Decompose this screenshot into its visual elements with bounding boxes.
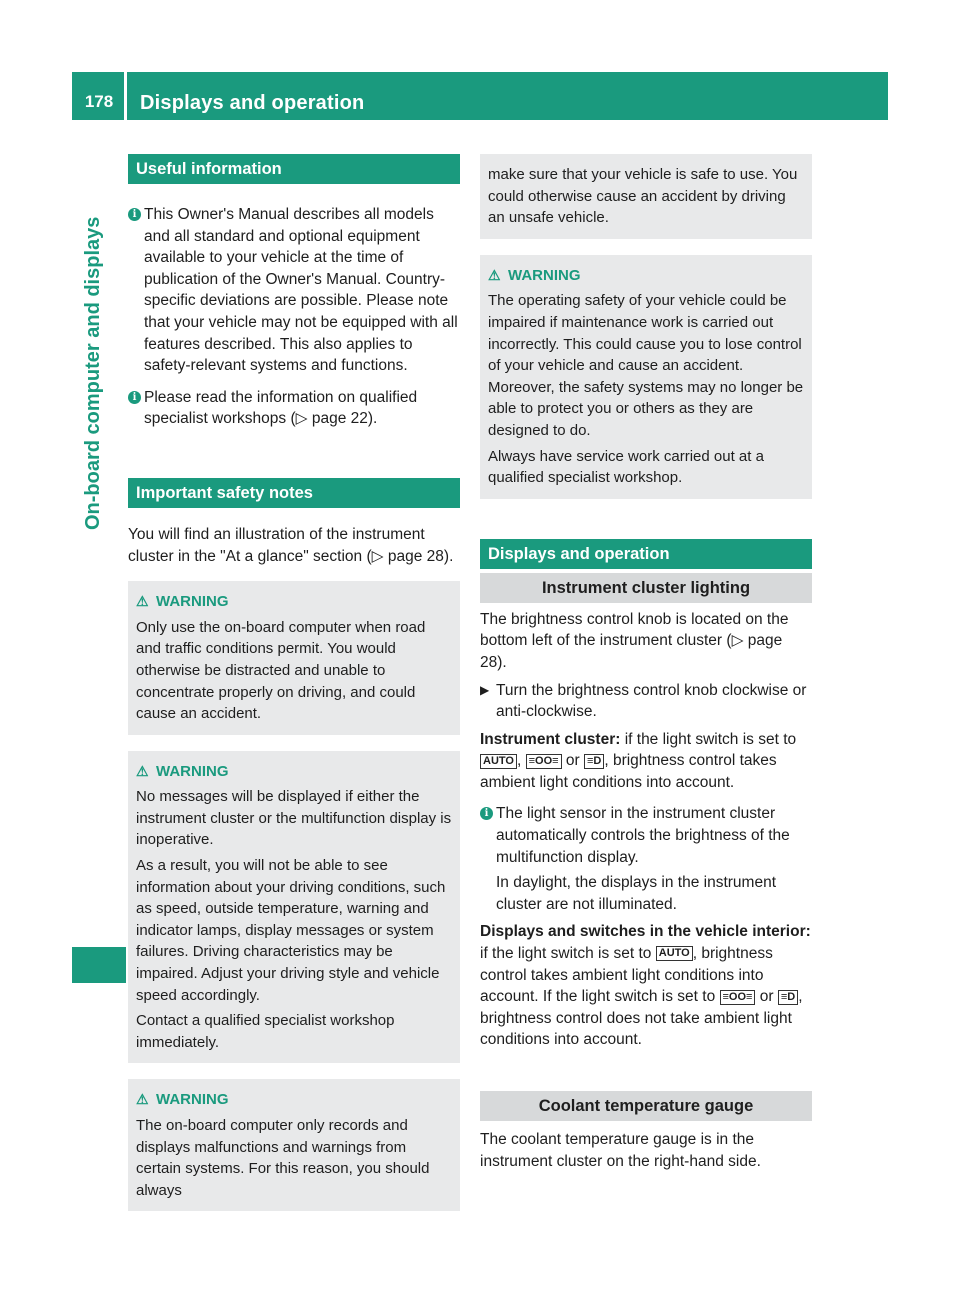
warning-text: The on-board computer only records and displays malfunctions and warnings from certain systems. For this reason, you should always xyxy=(136,1117,430,1199)
warning-triangle-icon: ⚠ xyxy=(488,266,501,283)
safety-heading: Important safety notes xyxy=(128,478,460,508)
page-ref-marker: ▷ xyxy=(295,410,308,428)
info-note-text: This Owner's Manual describes all models and all standard and optional equipment available to your vehicle at the time of publication of the Owner's Manual. Country-specific deviations are possible. Please note that your vehicle may not be equipped with all features described. This also applies to safety-relevant systems and functions. xyxy=(144,206,458,375)
instruction-step: ▶ Turn the brightness control knob clockwise or anti-clockwise. xyxy=(480,681,807,721)
side-tab xyxy=(72,120,126,540)
info-note xyxy=(128,204,460,377)
page-number: 178 xyxy=(84,92,114,111)
warning-triangle-icon: ⚠ xyxy=(136,1091,149,1108)
warning-box-continued xyxy=(480,154,812,239)
step-arrow-icon: ▶ xyxy=(480,682,490,697)
info-note-text: The light sensor in the instrument cluster automatically controls the brightness of the multifunction display. xyxy=(496,805,790,866)
interior-paragraph: Displays and switches in the vehicle interior: if the light switch is set to AUTO , brightness control takes ambient light conditions into account. If the light switch is set to ≡OO≡ or ≡D , brightness control does not take ambient light conditions into account. xyxy=(480,923,811,1049)
warning-box xyxy=(480,255,812,499)
useful-info-heading: Useful information xyxy=(128,154,460,184)
cluster-paragraph: Instrument cluster: if the light switch is set to AUTO , ≡OO≡ or ≡D , brightness control takes ambient light conditions into account. xyxy=(480,730,797,791)
lighting-heading: Instrument cluster lighting xyxy=(480,573,812,603)
warning-text: The operating safety of your vehicle could be impaired if maintenance work is carried out incorrectly. This could cause you to lose control of your vehicle and cause an accident. Moreover, the safety systems may no longer be able to protect you or others as they are designed to do. xyxy=(488,292,804,439)
safety-intro: You will find an illustration of the instrument cluster in the "At a glance" section (▷ page 28). xyxy=(128,525,454,565)
side-lights-icon: ≡OO≡ xyxy=(526,754,562,769)
displays-heading: Displays and operation xyxy=(480,539,812,569)
warning-title: ⚠ WARNING xyxy=(488,265,804,287)
warning-title: ⚠ WARNING xyxy=(136,1089,452,1111)
info-note-text: In daylight, the displays in the instrument cluster are not illuminated. xyxy=(496,874,777,913)
info-icon: i xyxy=(128,391,141,404)
coolant-text: The coolant temperature gauge is in the instrument cluster on the right-hand side. xyxy=(480,1131,761,1170)
header-divider xyxy=(124,72,127,120)
right-column xyxy=(480,150,812,1172)
side-tab-label: On-board computer and displays xyxy=(82,216,104,530)
dipped-beam-icon: ≡D xyxy=(584,754,604,769)
dipped-beam-icon: ≡D xyxy=(778,990,798,1005)
warning-text: Contact a qualified specialist workshop immediately. xyxy=(136,1012,395,1051)
warning-title: ⚠ WARNING xyxy=(136,591,452,613)
warning-title: ⚠ WARNING xyxy=(136,761,452,783)
page-reference[interactable]: page 28 xyxy=(387,547,444,565)
warning-text: make sure that your vehicle is safe to use. You could otherwise cause an accident by driving an unsafe vehicle. xyxy=(488,166,798,227)
page-title: Displays and operation xyxy=(140,92,365,114)
page-ref-marker: ▷ xyxy=(731,632,744,650)
auto-light-icon: AUTO xyxy=(480,754,517,769)
left-column xyxy=(128,150,460,1211)
warning-text: Always have service work carried out at a qualified specialist workshop. xyxy=(488,447,764,487)
coolant-heading: Coolant temperature gauge xyxy=(480,1091,812,1121)
side-tab-marker xyxy=(72,947,126,983)
info-note-text: Please read the information on qualified specialist workshops (▷ page 22). xyxy=(144,388,418,428)
warning-text: As a result, you will not be able to see information about your driving conditions, such as speed, outside temperature, warning and indicator lamps, display messages or system failures. Driving characteristics may be impaired. Adjust your driving style and vehicle speed accordingly. xyxy=(136,857,446,1004)
info-icon: i xyxy=(480,807,493,820)
info-icon: i xyxy=(128,208,141,221)
page-ref-marker: ▷ xyxy=(371,547,384,565)
warning-triangle-icon: ⚠ xyxy=(136,762,149,779)
warning-box xyxy=(128,1079,460,1211)
lighting-intro: The brightness control knob is located on the bottom left of the instrument cluster (▷ page 28). xyxy=(480,610,789,671)
page-reference[interactable]: page 22 xyxy=(311,410,368,428)
warning-box xyxy=(128,581,460,735)
warning-box xyxy=(128,751,460,1064)
warning-text: No messages will be displayed if either the instrument cluster or the multifunction display is inoperative. xyxy=(136,788,452,849)
auto-light-icon: AUTO xyxy=(656,946,693,961)
info-note xyxy=(128,387,460,430)
side-lights-icon: ≡OO≡ xyxy=(720,990,756,1005)
warning-text: Only use the on-board computer when road and traffic conditions permit. You would otherwise be distracted and unable to concentrate properly on driving, and could cause an accident. xyxy=(136,618,426,723)
page-reference[interactable]: page 28 xyxy=(480,632,783,671)
warning-triangle-icon: ⚠ xyxy=(136,593,149,610)
info-note xyxy=(480,803,812,915)
